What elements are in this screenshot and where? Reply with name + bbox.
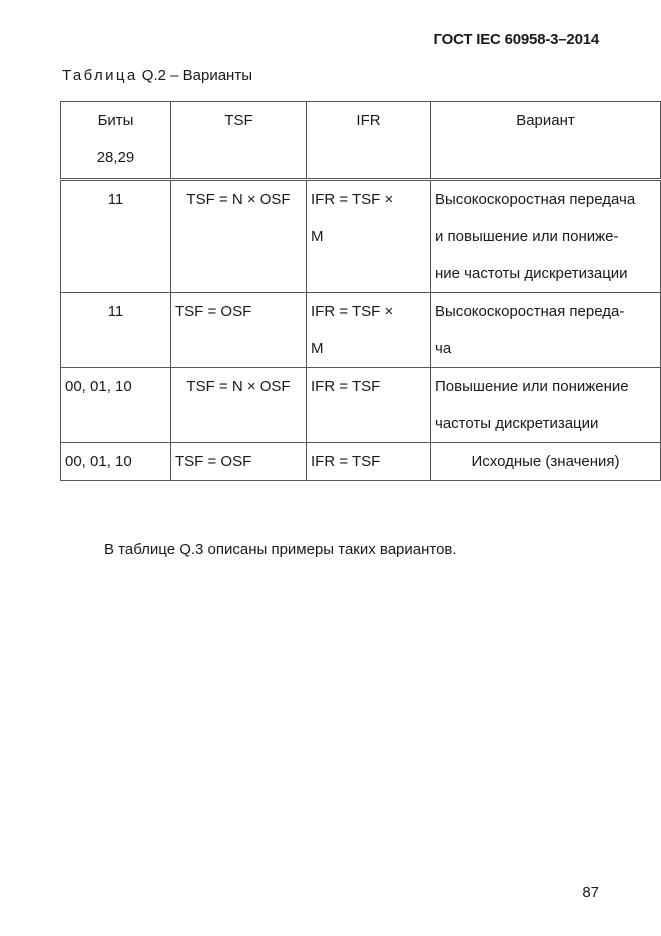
cell-tsf: TSF = OSF (171, 443, 307, 481)
cell-ifr: IFR = TSF (307, 368, 431, 443)
cell-bits: 00, 01, 10 (61, 443, 171, 481)
cell-ifr: IFR = TSF × M (307, 180, 431, 293)
table-row (61, 180, 661, 293)
cell-bits: 00, 01, 10 (61, 368, 171, 443)
cell-tsf: TSF = OSF (171, 293, 307, 368)
cell-variant: Исходные (значения) (431, 443, 661, 481)
table-row (61, 293, 661, 368)
table-row (61, 443, 661, 481)
column-header-variant: Вариант (431, 102, 661, 180)
body-paragraph: В таблице Q.3 описаны примеры таких вариантов. (104, 541, 457, 558)
variants-table (60, 101, 661, 481)
cell-variant: Повышение или понижение частоты дискретизации (431, 368, 661, 443)
cell-ifr: IFR = TSF × M (307, 293, 431, 368)
cell-bits: 11 (61, 180, 171, 293)
column-header-tsf: TSF (171, 102, 307, 180)
table-row (61, 368, 661, 443)
cell-ifr: IFR = TSF (307, 443, 431, 481)
column-header-ifr: IFR (307, 102, 431, 180)
cell-tsf: TSF = N × OSF (171, 368, 307, 443)
cell-bits: 11 (61, 293, 171, 368)
standard-header: ГОСТ IEC 60958-3–2014 (433, 31, 599, 48)
table-caption (62, 67, 252, 84)
cell-tsf: TSF = N × OSF (171, 180, 307, 293)
table-caption-prefix: Таблица (62, 67, 138, 84)
table-caption-text: Q.2 – Варианты (137, 67, 252, 84)
page-number: 87 (582, 884, 599, 901)
column-header-bits: Биты 28,29 (61, 102, 171, 180)
table-header-row (61, 102, 661, 180)
cell-variant: Высокоскоростная передача и повышение или пониже- ние частоты дискретизации (431, 180, 661, 293)
cell-variant: Высокоскоростная переда- ча (431, 293, 661, 368)
